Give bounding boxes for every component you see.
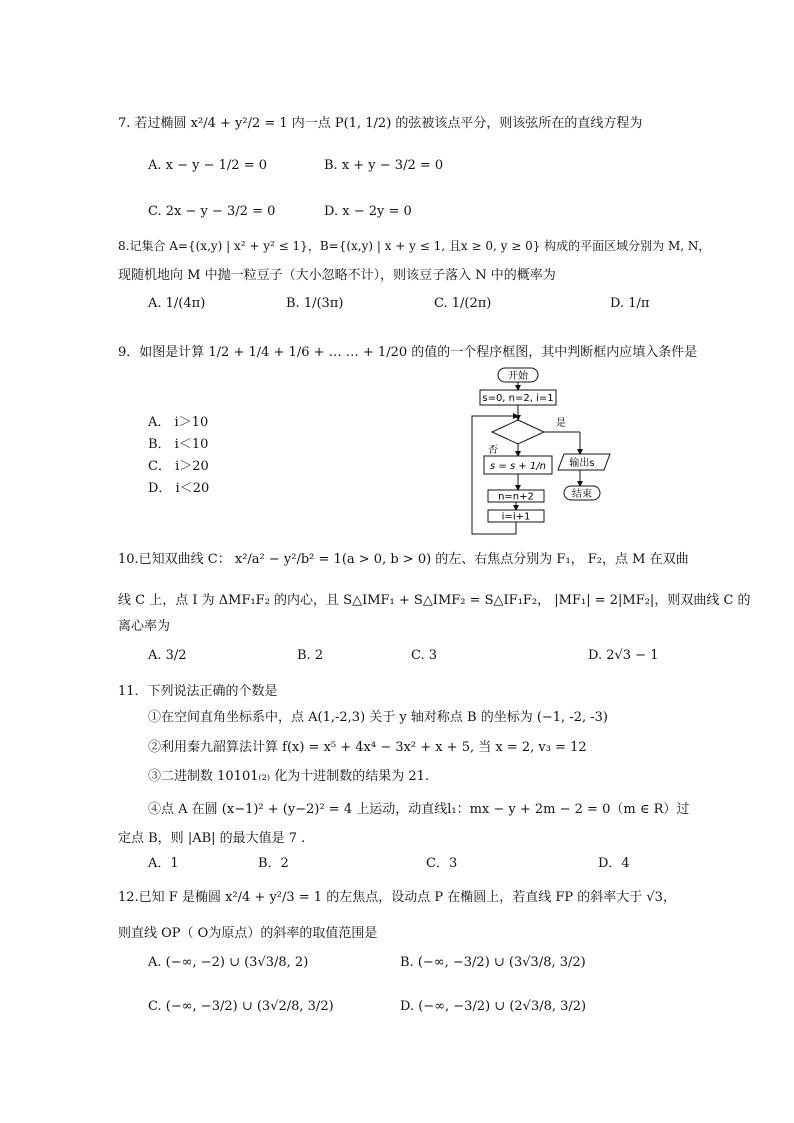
flowchart-start-label: 开始 bbox=[508, 371, 528, 382]
q11-item-2: ②利用秦九韶算法计算 f(x) = x⁵ + 4x⁴ − 3x² + x + 5, 当 x = 2, v₃ = 12 bbox=[148, 740, 587, 755]
flowchart-body-label: s = s + 1/n bbox=[490, 461, 546, 472]
q11-item-4-cont: 定点 B，则 |AB| 的最大值是 7 . bbox=[118, 831, 306, 846]
q11-item-3: ③二进制数 10101₍₂₎ 化为十进制数的结果为 21. bbox=[148, 769, 430, 784]
flowchart-svg bbox=[460, 362, 630, 542]
q7-option-a: A. x − y − 1/2 = 0 bbox=[148, 158, 267, 173]
flowchart-step1-label: n=n+2 bbox=[498, 491, 534, 503]
flowchart-step2-label: i=i+1 bbox=[501, 511, 531, 523]
q8-option-a: A. 1/(4π) bbox=[148, 296, 206, 311]
flowchart-output-label: 输出s bbox=[569, 458, 595, 469]
q9-option-b: B． i＜10 bbox=[148, 437, 209, 452]
q11-item-1: ①在空间直角坐标系中，点 A(1,-2,3) 关于 y 轴对称点 B 的坐标为 (−1, -2, -3) bbox=[148, 710, 608, 725]
flowchart-no-label: 否 bbox=[488, 445, 498, 456]
q11-option-b: B．2 bbox=[258, 856, 289, 871]
q7-option-d: D. x − 2y = 0 bbox=[324, 204, 412, 219]
q9-option-d: D． i＜20 bbox=[148, 481, 210, 496]
q12-option-c: C. (−∞, −3/2) ∪ (3√2/8, 3/2) bbox=[148, 999, 334, 1014]
q12-stem-line2: 则直线 OP（ O为原点）的斜率的取值范围是 bbox=[118, 926, 378, 941]
q9-option-a: A． i＞10 bbox=[148, 415, 209, 430]
q10-stem-line2: 线 C 上，点 I 为 ΔMF₁F₂ 的内心，且 S△IMF₁ + S△IMF₂ = S△IF₁F₂， |MF₁| = 2|MF₂|，则双曲线 C 的 bbox=[118, 593, 751, 608]
q11-stem: 11．下列说法正确的个数是 bbox=[118, 684, 278, 699]
q12-stem-line1: 12.已知 F 是椭圆 x²/4 + y²/3 = 1 的左焦点，设动点 P 在椭圆上，若直线 FP 的斜率大于 √3， bbox=[118, 890, 676, 905]
q7-option-b: B. x + y − 3/2 = 0 bbox=[324, 158, 444, 173]
q12-option-b: B. (−∞, −3/2) ∪ (3√3/8, 3/2) bbox=[400, 955, 586, 970]
q7-stem: 7. 若过椭圆 x²/4 + y²/2 = 1 内一点 P(1, 1/2) 的弦被该点平分，则该弦所在的直线方程为 bbox=[118, 116, 643, 131]
q9-flowchart bbox=[460, 362, 630, 542]
q8-option-d: D. 1/π bbox=[610, 296, 650, 311]
q11-item-4: ④点 A 在圆 (x−1)² + (y−2)² = 4 上运动，动直线l₁：mx − y + 2m − 2 = 0（m ∈ R）过 bbox=[148, 802, 690, 817]
flowchart-yes-label: 是 bbox=[556, 418, 566, 429]
q9-stem: 9．如图是计算 1/2 + 1/4 + 1/6 + … … + 1/20 的值的一个程序框图，其中判断框内应填入条件是 bbox=[118, 345, 698, 360]
q11-option-a: A．1 bbox=[148, 856, 179, 871]
q11-option-c: C．3 bbox=[426, 856, 458, 871]
q8-option-b: B. 1/(3π) bbox=[286, 296, 344, 311]
q10-option-c: C. 3 bbox=[411, 648, 438, 663]
flowchart-end-label: 结束 bbox=[572, 489, 592, 500]
q11-option-d: D．4 bbox=[598, 856, 630, 871]
q10-option-b: B. 2 bbox=[297, 648, 324, 663]
q10-option-d: D. 2√3 − 1 bbox=[588, 648, 659, 663]
q10-stem-line3: 离心率为 bbox=[118, 619, 171, 634]
q10-stem-line1: 10.已知双曲线 C： x²/a² − y²/b² = 1(a > 0, b > 0) 的左、右焦点分别为 F₁， F₂，点 M 在双曲 bbox=[118, 552, 689, 567]
q7-option-c: C. 2x − y − 3/2 = 0 bbox=[148, 204, 276, 219]
q12-option-a: A. (−∞, −2) ∪ (3√3/8, 2) bbox=[148, 955, 309, 970]
flowchart-decision-node bbox=[492, 420, 544, 444]
q12-option-d: D. (−∞, −3/2) ∪ (2√3/8, 3/2) bbox=[400, 999, 587, 1014]
q9-option-c: C． i＞20 bbox=[148, 459, 209, 474]
flowchart-init-label: s=0, n=2, i=1 bbox=[482, 393, 554, 404]
q8-stem-line2: 现随机地向 M 中抛一粒豆子（大小忽略不计），则该豆子落入 N 中的概率为 bbox=[118, 268, 556, 283]
q10-option-a: A. 3/2 bbox=[148, 648, 187, 663]
q8-option-c: C. 1/(2π) bbox=[434, 296, 492, 311]
q8-stem-line1: 8.记集合 A={(x,y) | x² + y² ≤ 1}，B={(x,y) | x + y ≤ 1, 且x ≥ 0, y ≥ 0} 构成的平面区域分别为 M, N， bbox=[118, 239, 711, 253]
